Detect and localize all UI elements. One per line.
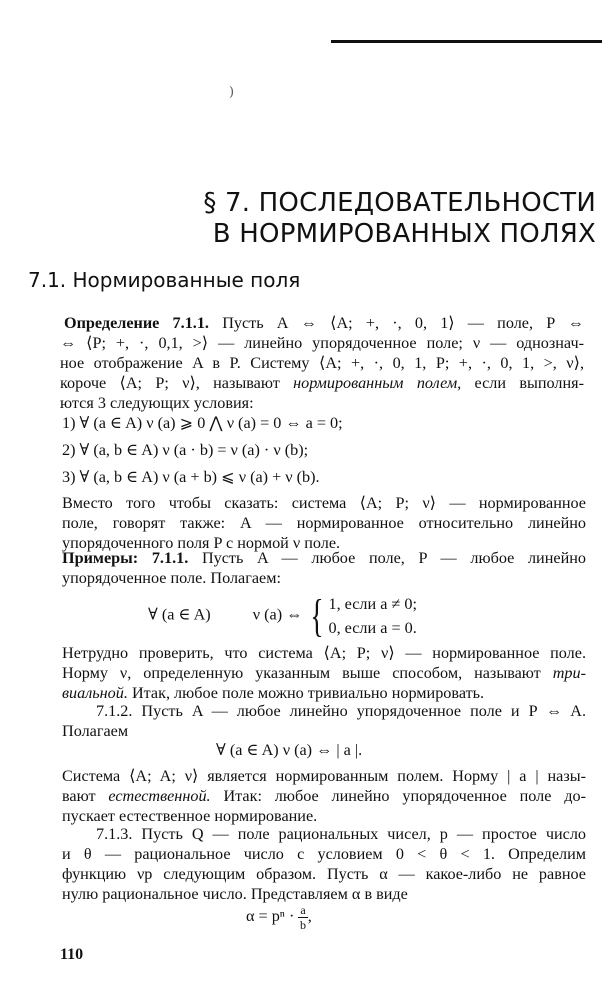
natural-line2-b: Итак: любое линейно упорядоченное поле до- (210, 787, 586, 805)
definition-line1-text: Пусть A ⇔ ⟨A; +, ·, 0, 1⟩ — поле, P ⇔ (222, 314, 584, 332)
definition-line2: ⇔ ⟨P; +, ·, 0,1, >⟩ — линейно упорядоченное поле; ν — однознач- (60, 334, 584, 352)
definition-line4-a: короче ⟨A; P; ν⟩, называют (60, 374, 294, 392)
remark-line3: упорядоченного поля P с нормой ν поле. (62, 534, 341, 552)
trivial-line3-b: Итак, любое поле можно тривиально нормировать. (127, 684, 485, 702)
remark-line2: поле, говорят также: A — нормированное относительно линейно (62, 514, 586, 532)
example2-line1: 7.1.2. Пусть A — любое линейно упорядоченное поле и P ⇔ A. (96, 702, 586, 720)
header-rule (331, 40, 602, 43)
example3-line3: функцию νp следующим образом. Пусть α — какое-либо не равное (62, 865, 586, 883)
trivial-line2-a: Норму ν, определенную указанным выше способом, называют (62, 664, 553, 682)
examples-line2: упорядоченное поле. Полагаем: (62, 569, 281, 587)
section-title-line2: В НОРМИРОВАННЫХ ПОЛЯХ (212, 219, 596, 249)
case-2: 0, если a = 0. (328, 619, 417, 637)
example3-paragraph (62, 824, 586, 904)
section-title (203, 188, 596, 250)
defined-term: нормированным полем, (293, 374, 462, 392)
example3-line1: 7.1.3. Пусть Q — поле рациональных чисел, p — простое число (96, 825, 586, 843)
stray-mark: ) (229, 85, 235, 100)
examples-paragraph (62, 548, 586, 588)
trivial-line2 (62, 663, 586, 683)
trivial-line3 (62, 683, 586, 703)
natural-norm-paragraph (62, 766, 586, 826)
condition-3: 3) ∀ (a, b ∈ A) ν (a + b) ⩽ ν (a) + ν (b). (62, 468, 320, 486)
brace-symbol: { (310, 590, 325, 641)
definition-line3: ное отображение A в P. Систему ⟨A; +, ·, 0, 1, P; +, ·, 0, 1, >, ν⟩, (60, 354, 584, 372)
formula-nu: ν (a) ⇔ (252, 605, 303, 624)
alpha-formula (246, 903, 312, 932)
page-number: 110 (60, 946, 84, 963)
case-1: 1, если a ≠ 0; (328, 595, 417, 613)
remark-paragraph (62, 493, 586, 553)
example2-paragraph (62, 701, 586, 741)
natural-line3: пускает естественное нормирование. (62, 807, 318, 825)
definition-paragraph (60, 313, 584, 413)
trivial-norm-formula (148, 592, 417, 640)
alpha-formula-comma: , (307, 907, 312, 926)
definition-label: Определение 7.1.1. (64, 314, 209, 332)
trivial-term-a: три- (552, 664, 586, 682)
examples-label: Примеры: 7.1.1. (62, 549, 189, 567)
formula-quantifier: ∀ (a ∈ A) (148, 605, 211, 624)
fraction (298, 903, 307, 932)
definition-line5: ются 3 следующих условия: (60, 394, 254, 412)
cases (328, 592, 417, 640)
examples-line1 (62, 548, 586, 568)
definition-line4-b: если выполня- (461, 374, 584, 392)
example3-line2: и θ — рациональное число с условием 0 < θ < 1. Определим (62, 845, 586, 863)
fraction-denominator: b (300, 918, 307, 932)
natural-norm-formula: ∀ (a ∈ A) ν (a) ⇔ | a |. (216, 741, 363, 759)
fraction-numerator: a (300, 903, 306, 917)
natural-term: естественной. (108, 787, 211, 805)
trivial-norm-paragraph (62, 643, 586, 703)
trivial-line1: Нетрудно проверить, что система ⟨A; P; ν⟩ — нормированное поле. (62, 644, 586, 662)
natural-line1: Система ⟨A; A; ν⟩ является нормированным полем. Норму | a | назы- (62, 767, 586, 785)
condition-2: 2) ∀ (a, b ∈ A) ν (a · b) = ν (a) · ν (b); (62, 441, 309, 459)
subsection-title: 7.1. Нормированные поля (28, 268, 301, 292)
section-title-line1: § 7. ПОСЛЕДОВАТЕЛЬНОСТИ (203, 188, 596, 218)
alpha-formula-left: α = pⁿ · (246, 907, 295, 926)
remark-line1: Вместо того чтобы сказать: система ⟨A; P; ν⟩ — нормированное (62, 494, 586, 512)
example3-line4: нулю рациональное число. Представляем α в виде (62, 885, 408, 903)
natural-line2-a: вают (62, 787, 109, 805)
examples-line1-text: Пусть A — любое поле, P — любое линейно (201, 549, 586, 567)
trivial-term-b: виальной. (62, 684, 128, 702)
example2-line2: Полагаем (62, 722, 129, 740)
natural-line2 (62, 786, 586, 806)
condition-1: 1) ∀ (a ∈ A) ν (a) ⩾ 0 ⋀ ν (a) = 0 ⇔ a = 0; (62, 414, 343, 432)
definition-line1 (64, 313, 584, 333)
definition-line4 (60, 373, 584, 393)
